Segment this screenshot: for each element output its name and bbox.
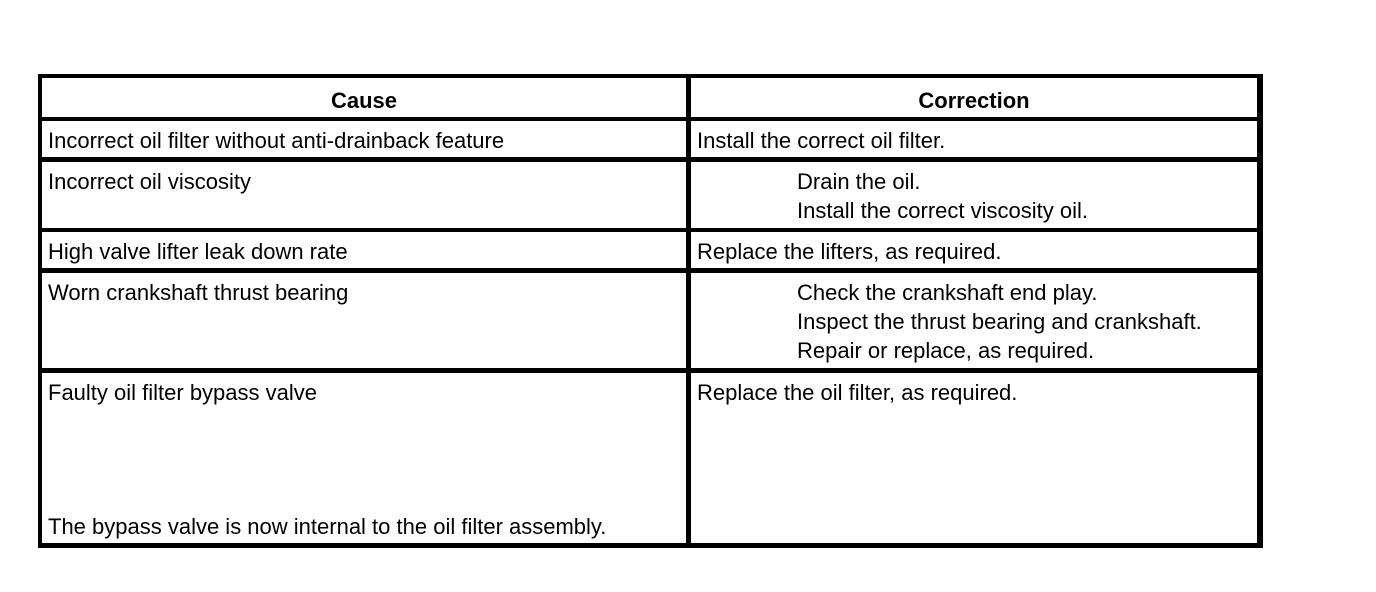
row-3-correction-line-1: Replace the lifters, as required. <box>697 239 1002 264</box>
row-2-cause <box>42 162 686 228</box>
row-1-correction <box>691 121 1257 157</box>
header-correction-label: Correction <box>918 88 1030 113</box>
row-5-cause <box>42 373 686 543</box>
row-3-cause-text: High valve lifter leak down rate <box>48 239 348 264</box>
header-cause-label: Cause <box>330 88 398 113</box>
row-4-cause-text: Worn crankshaft thrust bearing <box>48 280 349 305</box>
row-2-correction-line-2: Install the correct viscosity oil. <box>797 198 1088 223</box>
row-1-cause-text: Incorrect oil filter without anti-drainback feature <box>48 128 505 153</box>
header-correction <box>691 78 1257 117</box>
row-3-correction <box>691 232 1257 268</box>
header-cause <box>42 78 686 117</box>
row-4-cause <box>42 273 686 368</box>
row-4-correction-line-1: Check the crankshaft end play. <box>797 280 1098 305</box>
diagnostic-table <box>38 74 1263 548</box>
row-4-correction <box>691 273 1257 368</box>
row-4-correction-line-3: Repair or replace, as required. <box>797 338 1095 363</box>
row-4-correction-line-2: Inspect the thrust bearing and crankshaft. <box>797 309 1202 334</box>
row-2-correction-line-1: Drain the oil. <box>797 169 921 194</box>
row-2-correction <box>691 162 1257 228</box>
row-5-cause-text: Faulty oil filter bypass valve <box>48 380 317 405</box>
row-5-correction <box>691 373 1257 543</box>
row-2-cause-text: Incorrect oil viscosity <box>48 169 251 194</box>
row-3-cause <box>42 232 686 268</box>
row-5-correction-line-1: Replace the oil filter, as required. <box>697 380 1018 405</box>
row-5-cause-note: The bypass valve is now internal to the oil filter assembly. <box>48 514 607 539</box>
row-1-cause <box>42 121 686 157</box>
row-1-correction-line-1: Install the correct oil filter. <box>697 128 946 153</box>
